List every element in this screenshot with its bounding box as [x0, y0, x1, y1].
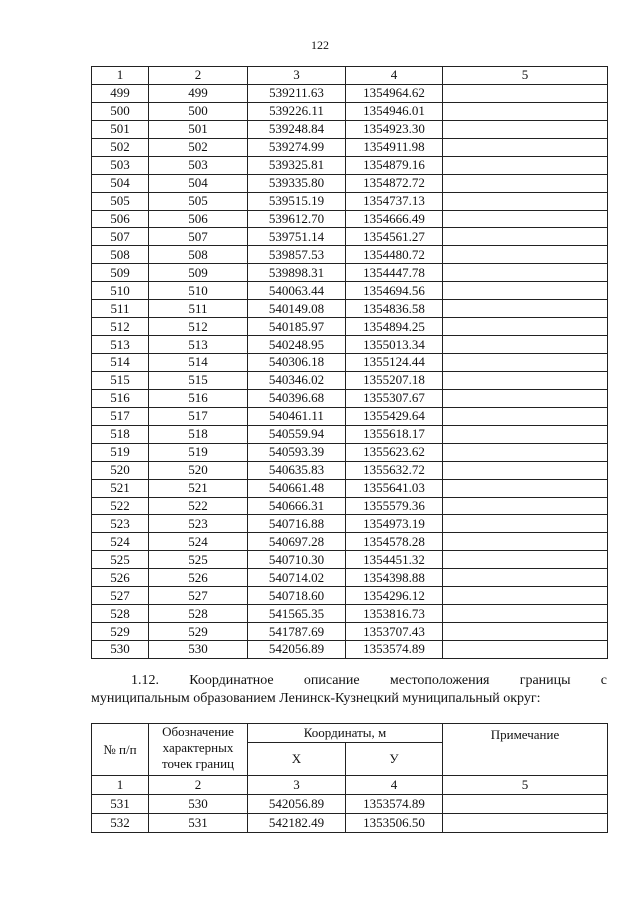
table-cell: 500 — [149, 102, 248, 120]
table-cell: 539857.53 — [248, 246, 346, 264]
table-cell: 1354578.28 — [346, 533, 443, 551]
table-cell: 505 — [149, 192, 248, 210]
table-cell: 539248.84 — [248, 120, 346, 138]
table-cell: 1354964.62 — [346, 84, 443, 102]
table-cell: 541565.35 — [248, 605, 346, 623]
table-cell: 507 — [149, 228, 248, 246]
table-cell — [443, 587, 608, 605]
header-cell: 5 — [443, 67, 608, 85]
table-cell: 540661.48 — [248, 479, 346, 497]
table-cell: 512 — [149, 318, 248, 336]
table-cell: 1354561.27 — [346, 228, 443, 246]
table-cell: 513 — [92, 336, 149, 354]
table-cell — [443, 623, 608, 641]
table-cell: 1354836.58 — [346, 300, 443, 318]
table-cell: 526 — [149, 569, 248, 587]
table-cell: 525 — [149, 551, 248, 569]
table-cell: 516 — [149, 389, 248, 407]
boundary-coordinates-table — [91, 723, 608, 833]
table-row — [92, 246, 608, 264]
table-cell: 1354480.72 — [346, 246, 443, 264]
table-cell: 1354923.30 — [346, 120, 443, 138]
table-cell: 1355429.64 — [346, 407, 443, 425]
table-cell: 522 — [149, 497, 248, 515]
table-cell — [443, 461, 608, 479]
table-row — [92, 497, 608, 515]
table-row — [92, 533, 608, 551]
header-note: Примечание — [443, 724, 608, 776]
table-cell: 540666.31 — [248, 497, 346, 515]
table-row — [92, 371, 608, 389]
table-cell: 523 — [92, 515, 149, 533]
table-cell — [443, 551, 608, 569]
table-cell: 540185.97 — [248, 318, 346, 336]
table-cell: 520 — [92, 461, 149, 479]
table-cell: 539612.70 — [248, 210, 346, 228]
table-cell: 1354296.12 — [346, 587, 443, 605]
table-cell: 511 — [92, 300, 149, 318]
table-cell: 518 — [149, 425, 248, 443]
table-cell — [443, 120, 608, 138]
table-cell — [443, 389, 608, 407]
table-cell: 1354398.88 — [346, 569, 443, 587]
table-row — [92, 407, 608, 425]
table-cell: 530 — [149, 641, 248, 659]
table-cell: 518 — [92, 425, 149, 443]
table-cell: 499 — [92, 84, 149, 102]
page-number: 122 — [311, 38, 329, 52]
header-y: У — [346, 743, 443, 776]
section-heading — [91, 672, 607, 708]
table-cell — [443, 795, 608, 814]
table-cell: 1353816.73 — [346, 605, 443, 623]
table-cell: 504 — [92, 174, 149, 192]
table-cell: 523 — [149, 515, 248, 533]
table-cell: 540346.02 — [248, 371, 346, 389]
table-cell: 510 — [149, 282, 248, 300]
table-row — [92, 569, 608, 587]
table-cell: 515 — [149, 371, 248, 389]
table-cell: 1354894.25 — [346, 318, 443, 336]
table-cell — [443, 814, 608, 833]
table-header-row — [92, 67, 608, 85]
table-cell — [443, 138, 608, 156]
table-cell: 515 — [92, 371, 149, 389]
table-cell: 540396.68 — [248, 389, 346, 407]
table-cell: 529 — [149, 623, 248, 641]
table-cell: 540306.18 — [248, 354, 346, 372]
header-cell: 1 — [92, 67, 149, 85]
table-cell: 500 — [92, 102, 149, 120]
table-cell: 517 — [92, 407, 149, 425]
table-row — [92, 515, 608, 533]
table-cell: 1355632.72 — [346, 461, 443, 479]
table-cell: 1354694.56 — [346, 282, 443, 300]
table-cell: 532 — [92, 814, 149, 833]
column-number: 2 — [149, 776, 248, 795]
table-cell: 520 — [149, 461, 248, 479]
table-cell: 501 — [92, 120, 149, 138]
table-cell: 1355623.62 — [346, 443, 443, 461]
table-cell: 519 — [92, 443, 149, 461]
table-row — [92, 174, 608, 192]
header-number: № п/п — [92, 724, 149, 776]
table-cell: 505 — [92, 192, 149, 210]
table-cell: 540710.30 — [248, 551, 346, 569]
table-cell: 1354451.32 — [346, 551, 443, 569]
table-cell: 540461.11 — [248, 407, 346, 425]
table-cell: 502 — [149, 138, 248, 156]
table-cell: 1354872.72 — [346, 174, 443, 192]
table-row — [92, 138, 608, 156]
column-number: 1 — [92, 776, 149, 795]
header-x: Х — [248, 743, 346, 776]
table-cell: 521 — [149, 479, 248, 497]
table-cell — [443, 84, 608, 102]
table-cell: 522 — [92, 497, 149, 515]
table-cell — [443, 443, 608, 461]
table-cell: 539515.19 — [248, 192, 346, 210]
table-cell — [443, 318, 608, 336]
header-coordinates: Координаты, м — [248, 724, 443, 743]
table-cell — [443, 264, 608, 282]
table-cell: 525 — [92, 551, 149, 569]
table-row — [92, 389, 608, 407]
table-cell — [443, 497, 608, 515]
table-row — [92, 795, 608, 814]
table-cell: 514 — [92, 354, 149, 372]
table-cell: 506 — [149, 210, 248, 228]
table-cell: 540697.28 — [248, 533, 346, 551]
table-cell: 506 — [92, 210, 149, 228]
column-number: 5 — [443, 776, 608, 795]
table-row — [92, 605, 608, 623]
table-cell — [443, 336, 608, 354]
table-cell — [443, 156, 608, 174]
table-cell — [443, 479, 608, 497]
table-cell: 539335.80 — [248, 174, 346, 192]
table-row — [92, 479, 608, 497]
table-cell: 541787.69 — [248, 623, 346, 641]
table-cell — [443, 174, 608, 192]
table-cell: 529 — [92, 623, 149, 641]
table-cell — [443, 515, 608, 533]
table-row — [92, 336, 608, 354]
table-cell: 512 — [92, 318, 149, 336]
table-cell: 542056.89 — [248, 641, 346, 659]
table-cell: 508 — [92, 246, 149, 264]
table-cell: 539211.63 — [248, 84, 346, 102]
table-cell: 1355013.34 — [346, 336, 443, 354]
table-cell: 540063.44 — [248, 282, 346, 300]
table-cell: 528 — [92, 605, 149, 623]
coordinates-table — [91, 66, 608, 659]
table-cell: 1354666.49 — [346, 210, 443, 228]
table-cell: 539325.81 — [248, 156, 346, 174]
table-cell: 508 — [149, 246, 248, 264]
table-row — [92, 300, 608, 318]
table-row — [92, 641, 608, 659]
table-cell: 1355307.67 — [346, 389, 443, 407]
table-cell: 499 — [149, 84, 248, 102]
table-cell — [443, 533, 608, 551]
table-cell — [443, 641, 608, 659]
table-cell: 1355618.17 — [346, 425, 443, 443]
table-cell: 1354946.01 — [346, 102, 443, 120]
table-cell: 539898.31 — [248, 264, 346, 282]
table-cell: 539751.14 — [248, 228, 346, 246]
table-cell — [443, 605, 608, 623]
table-cell: 516 — [92, 389, 149, 407]
table-cell: 504 — [149, 174, 248, 192]
table-cell: 521 — [92, 479, 149, 497]
table-cell: 1353506.50 — [346, 814, 443, 833]
table-row — [92, 551, 608, 569]
table-cell — [443, 210, 608, 228]
table-row — [92, 814, 608, 833]
table-cell: 509 — [149, 264, 248, 282]
table-row — [92, 210, 608, 228]
table-cell: 1353574.89 — [346, 641, 443, 659]
table-cell: 524 — [149, 533, 248, 551]
header-point-designation: Обозначение характерных точек границ — [149, 724, 248, 776]
table-cell: 528 — [149, 605, 248, 623]
table-cell: 1354911.98 — [346, 138, 443, 156]
table-row — [92, 228, 608, 246]
table-cell — [443, 425, 608, 443]
column-number: 4 — [346, 776, 443, 795]
table-cell: 1354447.78 — [346, 264, 443, 282]
table-cell: 509 — [92, 264, 149, 282]
table-cell: 1355124.44 — [346, 354, 443, 372]
table-cell: 1355579.36 — [346, 497, 443, 515]
table-cell — [443, 569, 608, 587]
section-line-1: 1.12. Координатное описание местоположения границы с — [131, 673, 607, 688]
table-cell: 527 — [149, 587, 248, 605]
table-cell: 507 — [92, 228, 149, 246]
table-cell: 1353707.43 — [346, 623, 443, 641]
table-row — [92, 461, 608, 479]
table-cell — [443, 282, 608, 300]
table-cell: 527 — [92, 587, 149, 605]
table-row — [92, 156, 608, 174]
table-row — [92, 318, 608, 336]
table-cell — [443, 246, 608, 264]
table-row — [92, 587, 608, 605]
table-cell: 540248.95 — [248, 336, 346, 354]
header-cell: 4 — [346, 67, 443, 85]
table-cell: 1354973.19 — [346, 515, 443, 533]
table-row — [92, 623, 608, 641]
table-cell: 530 — [149, 795, 248, 814]
table-cell: 531 — [149, 814, 248, 833]
table-cell: 539274.99 — [248, 138, 346, 156]
header-cell: 2 — [149, 67, 248, 85]
table-row — [92, 443, 608, 461]
table-cell — [443, 228, 608, 246]
table-row — [92, 102, 608, 120]
table-cell: 517 — [149, 407, 248, 425]
table-cell: 540559.94 — [248, 425, 346, 443]
table-cell: 503 — [92, 156, 149, 174]
table-cell: 542182.49 — [248, 814, 346, 833]
table-row — [92, 354, 608, 372]
header-cell: 3 — [248, 67, 346, 85]
table-cell — [443, 371, 608, 389]
table-cell: 530 — [92, 641, 149, 659]
table-cell: 514 — [149, 354, 248, 372]
table-row — [92, 264, 608, 282]
table-cell: 1354737.13 — [346, 192, 443, 210]
table-cell: 540593.39 — [248, 443, 346, 461]
table-cell: 540714.02 — [248, 569, 346, 587]
table-row — [92, 192, 608, 210]
table-cell: 540716.88 — [248, 515, 346, 533]
table-cell — [443, 300, 608, 318]
table-cell — [443, 192, 608, 210]
table-row — [92, 84, 608, 102]
table-cell: 501 — [149, 120, 248, 138]
table-cell: 540635.83 — [248, 461, 346, 479]
table-row — [92, 120, 608, 138]
table-header-row — [92, 724, 608, 743]
column-number-row — [92, 776, 608, 795]
table-cell: 513 — [149, 336, 248, 354]
table-cell: 502 — [92, 138, 149, 156]
table-cell: 539226.11 — [248, 102, 346, 120]
table-cell — [443, 407, 608, 425]
table-cell: 503 — [149, 156, 248, 174]
table-cell: 540149.08 — [248, 300, 346, 318]
table-cell: 510 — [92, 282, 149, 300]
table-cell — [443, 354, 608, 372]
table-cell: 1354879.16 — [346, 156, 443, 174]
section-line-2: муниципальным образованием Ленинск-Кузнецкий муниципальный округ: — [91, 691, 541, 706]
table-cell: 542056.89 — [248, 795, 346, 814]
table-row — [92, 425, 608, 443]
table-cell: 1355207.18 — [346, 371, 443, 389]
table-cell — [443, 102, 608, 120]
table-cell: 1353574.89 — [346, 795, 443, 814]
table-row — [92, 282, 608, 300]
table-cell: 519 — [149, 443, 248, 461]
table-cell: 1355641.03 — [346, 479, 443, 497]
table-cell: 511 — [149, 300, 248, 318]
table-cell: 540718.60 — [248, 587, 346, 605]
table-cell: 526 — [92, 569, 149, 587]
column-number: 3 — [248, 776, 346, 795]
table-cell: 524 — [92, 533, 149, 551]
table-cell: 531 — [92, 795, 149, 814]
